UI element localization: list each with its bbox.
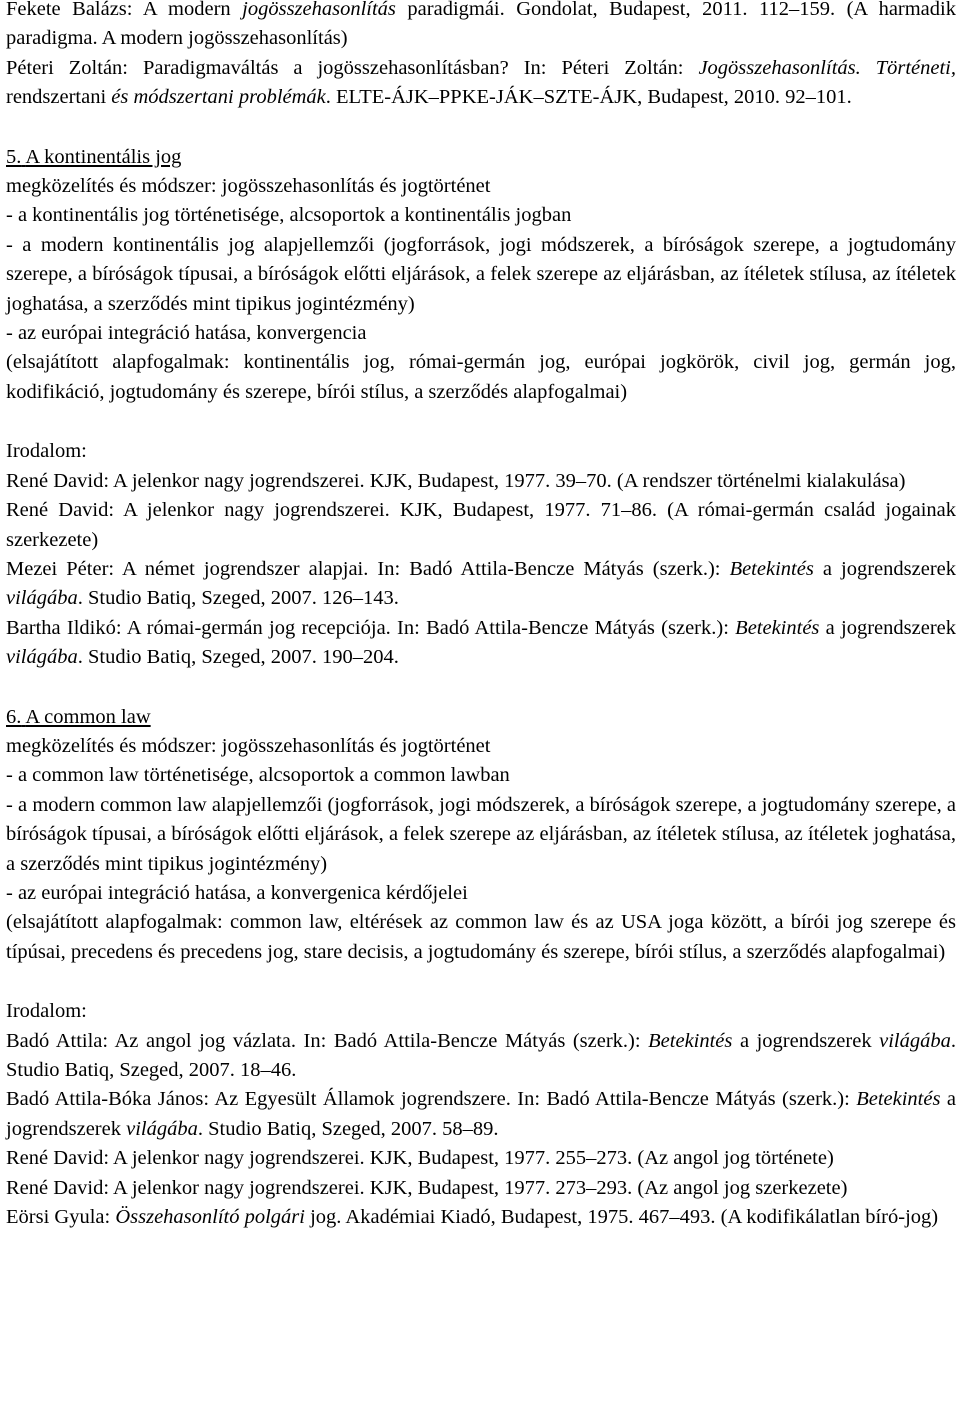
- section-title: A kontinentális jog: [25, 145, 182, 168]
- topic-line: - a common law történetisége, alcsoportok a common lawban: [6, 764, 510, 787]
- lit-text: a jogrendszerek: [813, 557, 956, 580]
- ref-italic: és módszertani problémák: [111, 86, 326, 109]
- lit-italic: Betekintés: [735, 616, 820, 639]
- literature-entry: [6, 614, 956, 673]
- literature-entry: René David: A jelenkor nagy jogrendszerei. KJK, Budapest, 1977. 39–70. (A rendszer történelmi kialakulása): [6, 469, 906, 492]
- literature-entry: [6, 1085, 956, 1144]
- literature-heading: Irodalom:: [6, 1000, 87, 1023]
- topic-line: - a kontinentális jog történetisége, alcsoportok a kontinentális jogban: [6, 204, 572, 227]
- lit-text: . Studio Batiq, Szeged, 2007. 18–46.: [6, 1029, 957, 1081]
- ref-text: rendszertani: [6, 86, 112, 109]
- lit-italic: Betekintés: [648, 1029, 733, 1052]
- literature-entry: René David: A jelenkor nagy jogrendszerei. KJK, Budapest, 1977. 255–273. (Az angol jog története): [6, 1147, 834, 1170]
- lit-text: a jogrendszerek: [732, 1029, 880, 1052]
- ref-text: . ELTE-ÁJK–PPKE-JÁK–SZTE-ÁJK, Budapest, 2010. 92–101.: [325, 86, 852, 109]
- ref-text: paradigmái. Gondolat, Budapest, 2011. 112–159. (A harmadik paradigma. A modern jogösszehasonlítás): [6, 0, 956, 50]
- literature-entry: René David: A jelenkor nagy jogrendszerei. KJK, Budapest, 1977. 71–86. (A római-germán család jogainak szerkezete): [6, 499, 956, 551]
- ref-italic: jogösszehasonlítás: [242, 0, 396, 20]
- lit-text: . Studio Batiq, Szeged, 2007. 58–89.: [197, 1117, 499, 1140]
- topic-line: - az európai integráció hatása, konvergencia: [6, 322, 367, 345]
- lit-italic: világába: [6, 646, 78, 669]
- lit-italic: Betekintés: [729, 557, 814, 580]
- ref-italic: Jogösszehasonlítás. Történeti,: [698, 56, 956, 79]
- lit-italic: Összehasonlító polgári: [115, 1206, 305, 1229]
- lit-text: . Studio Batiq, Szeged, 2007. 190–204.: [77, 646, 399, 669]
- lit-italic: világába: [126, 1117, 198, 1140]
- lit-italic: világába: [6, 587, 78, 610]
- literature-entry: René David: A jelenkor nagy jogrendszerei. KJK, Budapest, 1977. 273–293. (Az angol jog szerkezete): [6, 1176, 848, 1199]
- reference-entry: [6, 0, 956, 54]
- topic-line: megközelítés és módszer: jogösszehasonlítás és jogtörténet: [6, 734, 491, 757]
- lit-italic: Betekintés: [856, 1088, 941, 1111]
- lit-text: Mezei Péter: A német jogrendszer alapjai. In: Badó Attila-Bencze Mátyás (szerk.):: [6, 557, 730, 580]
- lit-italic: világába: [879, 1029, 951, 1052]
- ref-text: Péteri Zoltán: Paradigmaváltás a jogösszehasonlításban? In: Péteri Zoltán:: [6, 56, 699, 79]
- ref-text: Fekete Balázs: A modern: [6, 0, 243, 20]
- topic-line: (elsajátított alapfogalmak: common law, eltérések az common law és az USA joga között, a bírói jog szerepe és típúsai, precedens és precedens jog, stare decisis, a jogtudomány és szerepe, bírói stílus, a szerződés alapfogalmai): [6, 911, 956, 963]
- topic-line: - az európai integráció hatása, a konvergenica kérdőjelei: [6, 881, 468, 904]
- lit-text: a jogrendszerek: [819, 616, 956, 639]
- section-title: A common law: [25, 705, 151, 728]
- lit-text: Badó Attila: Az angol jog vázlata. In: Badó Attila-Bencze Mátyás (szerk.):: [6, 1029, 649, 1052]
- lit-text: jog. Akadémiai Kiadó, Budapest, 1975. 467–493. (A kodifikálatlan bíró-jog): [304, 1206, 939, 1229]
- topic-line: - a modern common law alapjellemzői (jogforrások, jogi módszerek, a bíróságok szerepe, a jogtudomány szerepe, a bíróságok típusai, a bíróságok előtti eljárások, a felek szerepe az eljárásban, az ítéletek stílusa, az ítéletek joghatása, a szerződés mint tipikus jogintézmény): [6, 793, 956, 875]
- lit-text: Eörsi Gyula:: [6, 1206, 116, 1229]
- literature-entry: [6, 1027, 956, 1086]
- literature-heading: Irodalom:: [6, 440, 87, 463]
- lit-text: Bartha Ildikó: A római-germán jog recepciója. In: Badó Attila-Bencze Mátyás (szerk.):: [6, 616, 736, 639]
- literature-entry: [6, 1203, 956, 1232]
- section-heading: [6, 703, 956, 732]
- topic-line: megközelítés és módszer: jogösszehasonlítás és jogtörténet: [6, 175, 491, 198]
- lit-text: a jogrendszerek: [6, 1088, 956, 1140]
- section-number: 6.: [6, 705, 22, 728]
- lit-text: Badó Attila-Bóka János: Az Egyesült Államok jogrendszere. In: Badó Attila-Bencze Mátyás (szerk.):: [6, 1088, 857, 1111]
- lit-text: . Studio Batiq, Szeged, 2007. 126–143.: [77, 587, 399, 610]
- topic-line: (elsajátított alapfogalmak: kontinentális jog, római-germán jog, európai jogkörök, civil jog, germán jog, kodifikáció, jogtudomány és szerepe, bírói stílus, a szerződés alapfogalmai): [6, 351, 956, 403]
- section-number: 5.: [6, 145, 22, 168]
- reference-entry: [6, 54, 956, 113]
- topic-line: - a modern kontinentális jog alapjellemzői (jogforrások, jogi módszerek, a bíróságok szerepe, a jogtudomány szerepe, a bíróságok típusai, a bíróságok előtti eljárások, a felek szerepe az eljárásban, az ítéletek stílusa, az ítéletek joghatása, a szerződés mint tipikus jogintézmény): [6, 233, 956, 315]
- section-heading: [6, 143, 956, 172]
- literature-entry: [6, 555, 956, 614]
